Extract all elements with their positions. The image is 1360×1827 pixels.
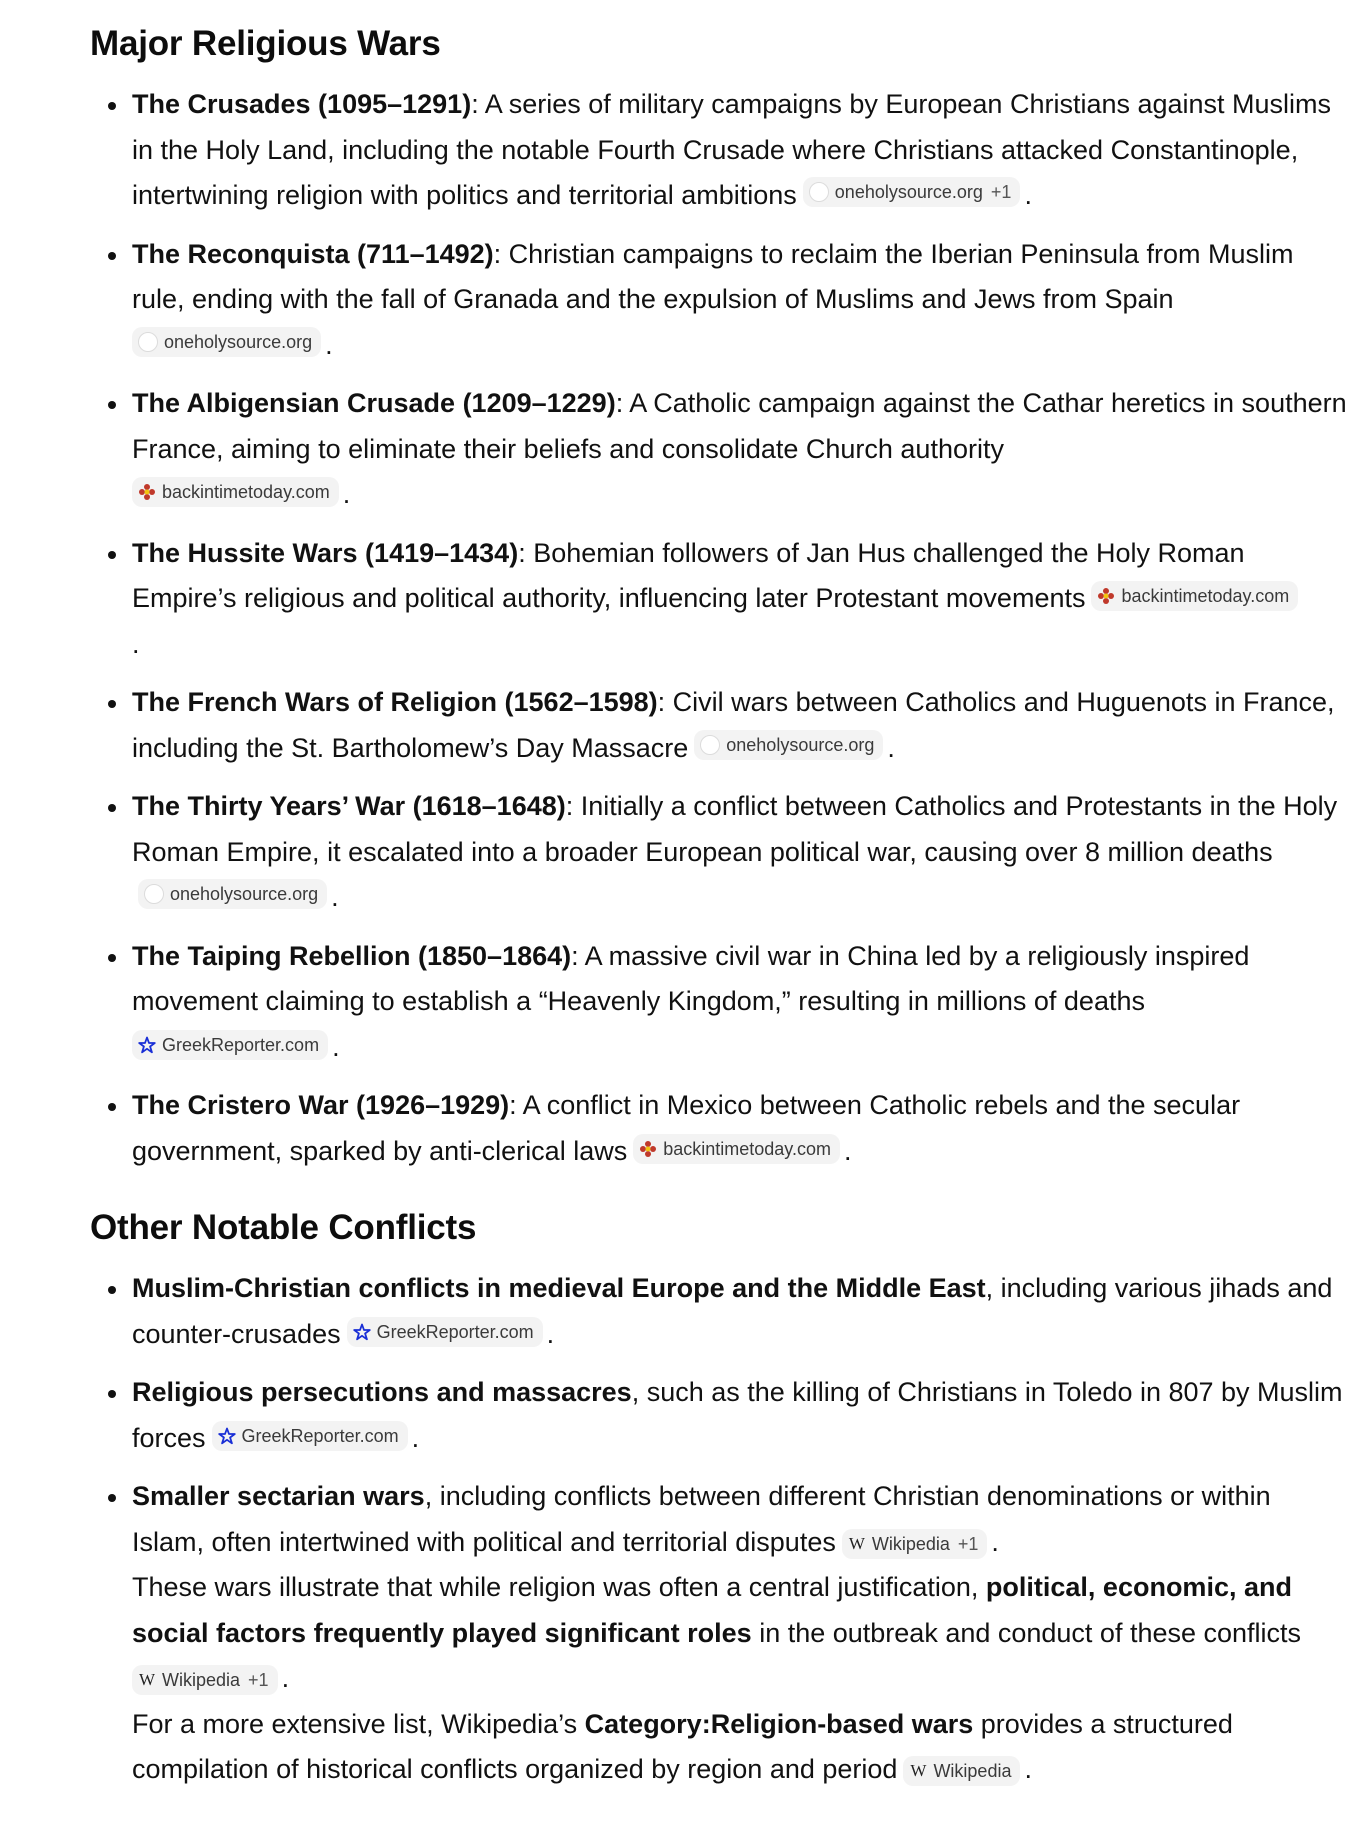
source-chip[interactable]: GreekReporter.com: [132, 1030, 328, 1060]
source-chip[interactable]: oneholysource.org: [694, 730, 883, 760]
list-item: Smaller sectarian wars, including conflicts between different Christian denominations or within Islam, often intertwined with political and territorial disputes W Wikipedia +1 . These wars illustrate that while religion was often a central justification, political, economic, and social factors frequently played significant roles in the outbreak and conduct of these conflicts W Wikipedia +1 . For a more extensive list, Wikipedia’s Category:Religion-based wars provides a structured compilation of historical conflicts organized by region and period W Wikipedia .: [132, 1474, 1350, 1793]
list-item: Muslim-Christian conflicts in medieval Europe and the Middle East, including various jihads and counter-crusades GreekReporter.com .: [132, 1266, 1350, 1357]
star-icon: [138, 1036, 156, 1054]
source-chip[interactable]: W Wikipedia: [903, 1756, 1020, 1786]
source-chip[interactable]: GreekReporter.com: [347, 1317, 543, 1347]
flower-icon: [639, 1140, 657, 1158]
blank-circle-icon: [809, 182, 829, 202]
source-chip[interactable]: backintimetoday.com: [633, 1134, 840, 1164]
list-item: The Crusades (1095–1291): A series of military campaigns by European Christians against Muslims in the Holy Land, including the notable Fourth Crusade where Christians attacked Constantinople, intertwining religion with politics and territorial ambitions oneholysource.org +1 .: [132, 82, 1350, 219]
source-chip[interactable]: W Wikipedia +1: [842, 1529, 988, 1559]
section-heading-major-wars: Major Religious Wars: [90, 24, 441, 63]
blank-circle-icon: [144, 884, 164, 904]
star-icon: [218, 1427, 236, 1445]
other-conflicts-list: [90, 1266, 1350, 1793]
source-chip[interactable]: backintimetoday.com: [132, 477, 339, 507]
summary-paragraph: These wars illustrate that while religion was often a central justification, political, economic, and social factors frequently played significant roles in the outbreak and conduct of these conflicts W Wikipedia +1 .: [132, 1572, 1302, 1693]
wikipedia-icon: W: [138, 1670, 156, 1689]
extended-list-paragraph: For a more extensive list, Wikipedia’s Category:Religion-based wars provides a structured compilation of historical conflicts organized by region and period W Wikipedia .: [132, 1708, 1233, 1784]
list-item: The Cristero War (1926–1929): A conflict in Mexico between Catholic rebels and the secular government, sparked by anti-clerical laws backintimetoday.com .: [132, 1083, 1350, 1174]
source-chip[interactable]: oneholysource.org: [132, 327, 321, 357]
major-wars-list: [90, 82, 1350, 1174]
section-heading-other-conflicts: Other Notable Conflicts: [90, 1208, 477, 1247]
source-chip[interactable]: GreekReporter.com: [212, 1421, 408, 1451]
flower-icon: [1097, 587, 1115, 605]
list-item: Religious persecutions and massacres, such as the killing of Christians in Toledo in 807 by Muslim forces GreekReporter.com .: [132, 1370, 1350, 1461]
source-chip[interactable]: W Wikipedia +1: [132, 1665, 278, 1695]
blank-circle-icon: [700, 735, 720, 755]
list-item: The Taiping Rebellion (1850–1864): A massive civil war in China led by a religiously inspired movement claiming to establish a “Heavenly Kingdom,” resulting in millions of deaths GreekReporter.com .: [132, 934, 1350, 1071]
blank-circle-icon: [138, 332, 158, 352]
list-item: The French Wars of Religion (1562–1598): Civil wars between Catholics and Huguenots in France, including the St. Bartholomew’s Day Massacre oneholysource.org .: [132, 680, 1350, 771]
response-content: [90, 0, 1350, 1806]
star-icon: [353, 1323, 371, 1341]
wikipedia-icon: W: [848, 1533, 865, 1553]
list-item: The Albigensian Crusade (1209–1229): A Catholic campaign against the Cathar heretics in southern France, aiming to eliminate their beliefs and consolidate Church authority backintimetoday.com .: [132, 381, 1350, 518]
source-chip[interactable]: oneholysource.org +1: [803, 177, 1021, 207]
source-chip[interactable]: backintimetoday.com: [1091, 581, 1298, 611]
flower-icon: [138, 483, 156, 501]
source-chip[interactable]: oneholysource.org: [138, 879, 327, 909]
wikipedia-icon: W: [910, 1761, 927, 1780]
list-item: The Hussite Wars (1419–1434): Bohemian followers of Jan Hus challenged the Holy Roman Empire’s religious and political authority, influencing later Protestant movements backintimetoday.com .: [132, 531, 1350, 668]
list-item: The Reconquista (711–1492): Christian campaigns to reclaim the Iberian Peninsula from Muslim rule, ending with the fall of Granada and the expulsion of Muslims and Jews from Spain oneholysource.org .: [132, 232, 1350, 369]
list-item: The Thirty Years’ War (1618–1648): Initially a conflict between Catholics and Protestants in the Holy Roman Empire, it escalated into a broader European political war, causing over 8 million deaths oneholysource.org .: [132, 784, 1350, 921]
